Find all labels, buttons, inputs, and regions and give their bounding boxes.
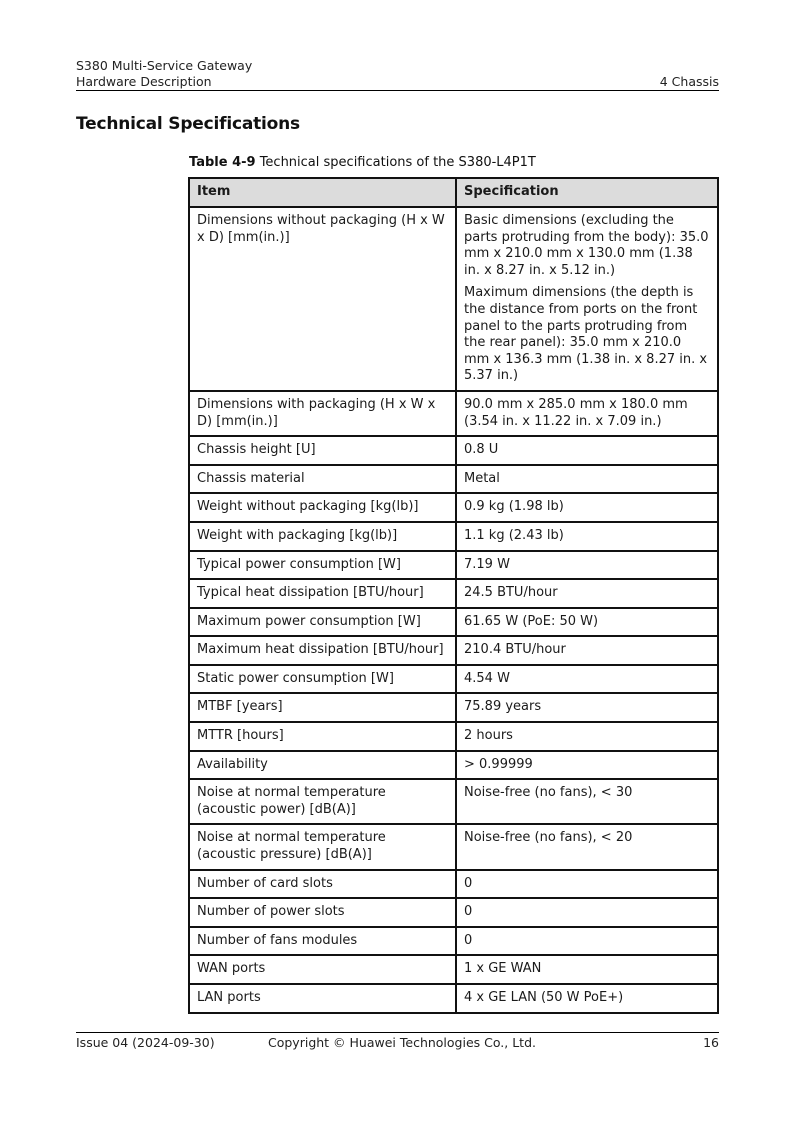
table-row <box>189 779 718 824</box>
specification-cell <box>456 579 718 608</box>
table-row <box>189 579 718 608</box>
item-cell: Maximum heat dissipation [BTU/hour] <box>189 636 456 665</box>
item-cell: MTBF [years] <box>189 693 456 722</box>
page-header <box>76 58 719 91</box>
specification-cell <box>456 927 718 956</box>
table-caption <box>189 155 536 170</box>
copyright-notice: Copyright © Huawei Technologies Co., Ltd. <box>268 1035 536 1050</box>
specification-cell <box>456 551 718 580</box>
item-cell: Noise at normal temperature (acoustic pressure) [dB(A)] <box>189 824 456 869</box>
table-row <box>189 955 718 984</box>
specification-cell <box>456 898 718 927</box>
specification-text: Maximum dimensions (the depth is the distance from ports on the front panel to the parts protruding from the rear panel): 35.0 mm x 210.0 mm x 136.3 mm (1.38 in. x 8.27 in. x 5.37 in.) <box>464 285 708 384</box>
section-title: Technical Specifications <box>76 114 300 134</box>
specification-text: 61.65 W (PoE: 50 W) <box>464 613 599 629</box>
specification-text: 0 <box>464 904 473 920</box>
specification-text: 1 x GE WAN <box>464 961 542 977</box>
specification-cell <box>456 955 718 984</box>
table-row <box>189 436 718 465</box>
specification-text: 24.5 BTU/hour <box>464 585 558 601</box>
product-name: S380 Multi-Service Gateway <box>76 58 253 73</box>
specification-cell <box>456 391 718 436</box>
specification-cell <box>456 779 718 824</box>
table-row <box>189 665 718 694</box>
specification-cell <box>456 522 718 551</box>
specification-cell <box>456 608 718 637</box>
specification-text: Basic dimensions (excluding the parts protruding from the body): 35.0 mm x 210.0 mm x 130.0 mm (1.38 in. x 8.27 in. x 5.12 in.) <box>464 213 709 278</box>
item-cell: Dimensions without packaging (H x W x D) [mm(in.)] <box>189 207 456 391</box>
item-cell: WAN ports <box>189 955 456 984</box>
table-row <box>189 207 718 391</box>
table-row <box>189 493 718 522</box>
specification-text: 7.19 W <box>464 556 510 572</box>
item-cell: Weight without packaging [kg(lb)] <box>189 493 456 522</box>
specification-cell <box>456 751 718 780</box>
table-row <box>189 636 718 665</box>
item-cell: Number of fans modules <box>189 927 456 956</box>
specification-cell <box>456 636 718 665</box>
specification-text: Metal <box>464 470 500 486</box>
item-cell: Typical heat dissipation [BTU/hour] <box>189 579 456 608</box>
table-row <box>189 898 718 927</box>
item-cell: Weight with packaging [kg(lb)] <box>189 522 456 551</box>
page-footer <box>76 1032 719 1050</box>
item-cell: LAN ports <box>189 984 456 1013</box>
specification-text: 4.54 W <box>464 670 510 686</box>
specification-text: 210.4 BTU/hour <box>464 642 566 658</box>
specification-cell <box>456 665 718 694</box>
table-row <box>189 522 718 551</box>
specification-text: 2 hours <box>464 728 513 744</box>
item-cell: MTTR [hours] <box>189 722 456 751</box>
specification-text: Noise-free (no fans), < 20 <box>464 830 633 846</box>
table-row <box>189 984 718 1013</box>
table-row <box>189 751 718 780</box>
item-cell: Typical power consumption [W] <box>189 551 456 580</box>
table-row <box>189 465 718 494</box>
specification-cell <box>456 436 718 465</box>
issue-info: Issue 04 (2024-09-30) <box>76 1035 215 1050</box>
chapter-label: 4 Chassis <box>659 74 719 89</box>
table-row <box>189 824 718 869</box>
item-cell: Chassis material <box>189 465 456 494</box>
specification-text: 75.89 years <box>464 699 542 715</box>
table-header-row <box>189 178 718 207</box>
table-row <box>189 608 718 637</box>
specification-cell <box>456 870 718 899</box>
table-body <box>189 207 718 1013</box>
item-cell: Dimensions with packaging (H x W x D) [mm(in.)] <box>189 391 456 436</box>
table-row <box>189 693 718 722</box>
specification-text: 0 <box>464 932 473 948</box>
table-caption-text: Technical specifications of the S380-L4P1T <box>255 155 536 170</box>
specification-cell <box>456 824 718 869</box>
specification-text: 1.1 kg (2.43 lb) <box>464 527 564 543</box>
specification-text: > 0.99999 <box>464 756 533 772</box>
item-cell: Number of power slots <box>189 898 456 927</box>
specification-text: 0.9 kg (1.98 lb) <box>464 499 564 515</box>
table-row <box>189 722 718 751</box>
column-header-specification: Specification <box>456 178 718 207</box>
specification-cell <box>456 693 718 722</box>
page-number: 16 <box>703 1035 719 1050</box>
item-cell: Chassis height [U] <box>189 436 456 465</box>
table-row <box>189 870 718 899</box>
specification-text: 90.0 mm x 285.0 mm x 180.0 mm (3.54 in. x 11.22 in. x 7.09 in.) <box>464 396 688 429</box>
table-row <box>189 551 718 580</box>
specification-cell <box>456 722 718 751</box>
specification-text: 0.8 U <box>464 442 499 458</box>
item-cell: Number of card slots <box>189 870 456 899</box>
specification-cell <box>456 493 718 522</box>
column-header-item: Item <box>189 178 456 207</box>
specification-cell <box>456 207 718 391</box>
item-cell: Noise at normal temperature (acoustic power) [dB(A)] <box>189 779 456 824</box>
specification-text: 0 <box>464 875 473 891</box>
table-row <box>189 391 718 436</box>
specification-cell <box>456 984 718 1013</box>
specification-text: Noise-free (no fans), < 30 <box>464 785 633 801</box>
spec-table <box>188 177 719 1014</box>
item-cell: Static power consumption [W] <box>189 665 456 694</box>
item-cell: Maximum power consumption [W] <box>189 608 456 637</box>
table-caption-label: Table 4-9 <box>189 155 256 170</box>
item-cell: Availability <box>189 751 456 780</box>
specification-text: 4 x GE LAN (50 W PoE+) <box>464 990 624 1005</box>
document-title: Hardware Description <box>76 74 212 89</box>
specification-cell <box>456 465 718 494</box>
table-row <box>189 927 718 956</box>
